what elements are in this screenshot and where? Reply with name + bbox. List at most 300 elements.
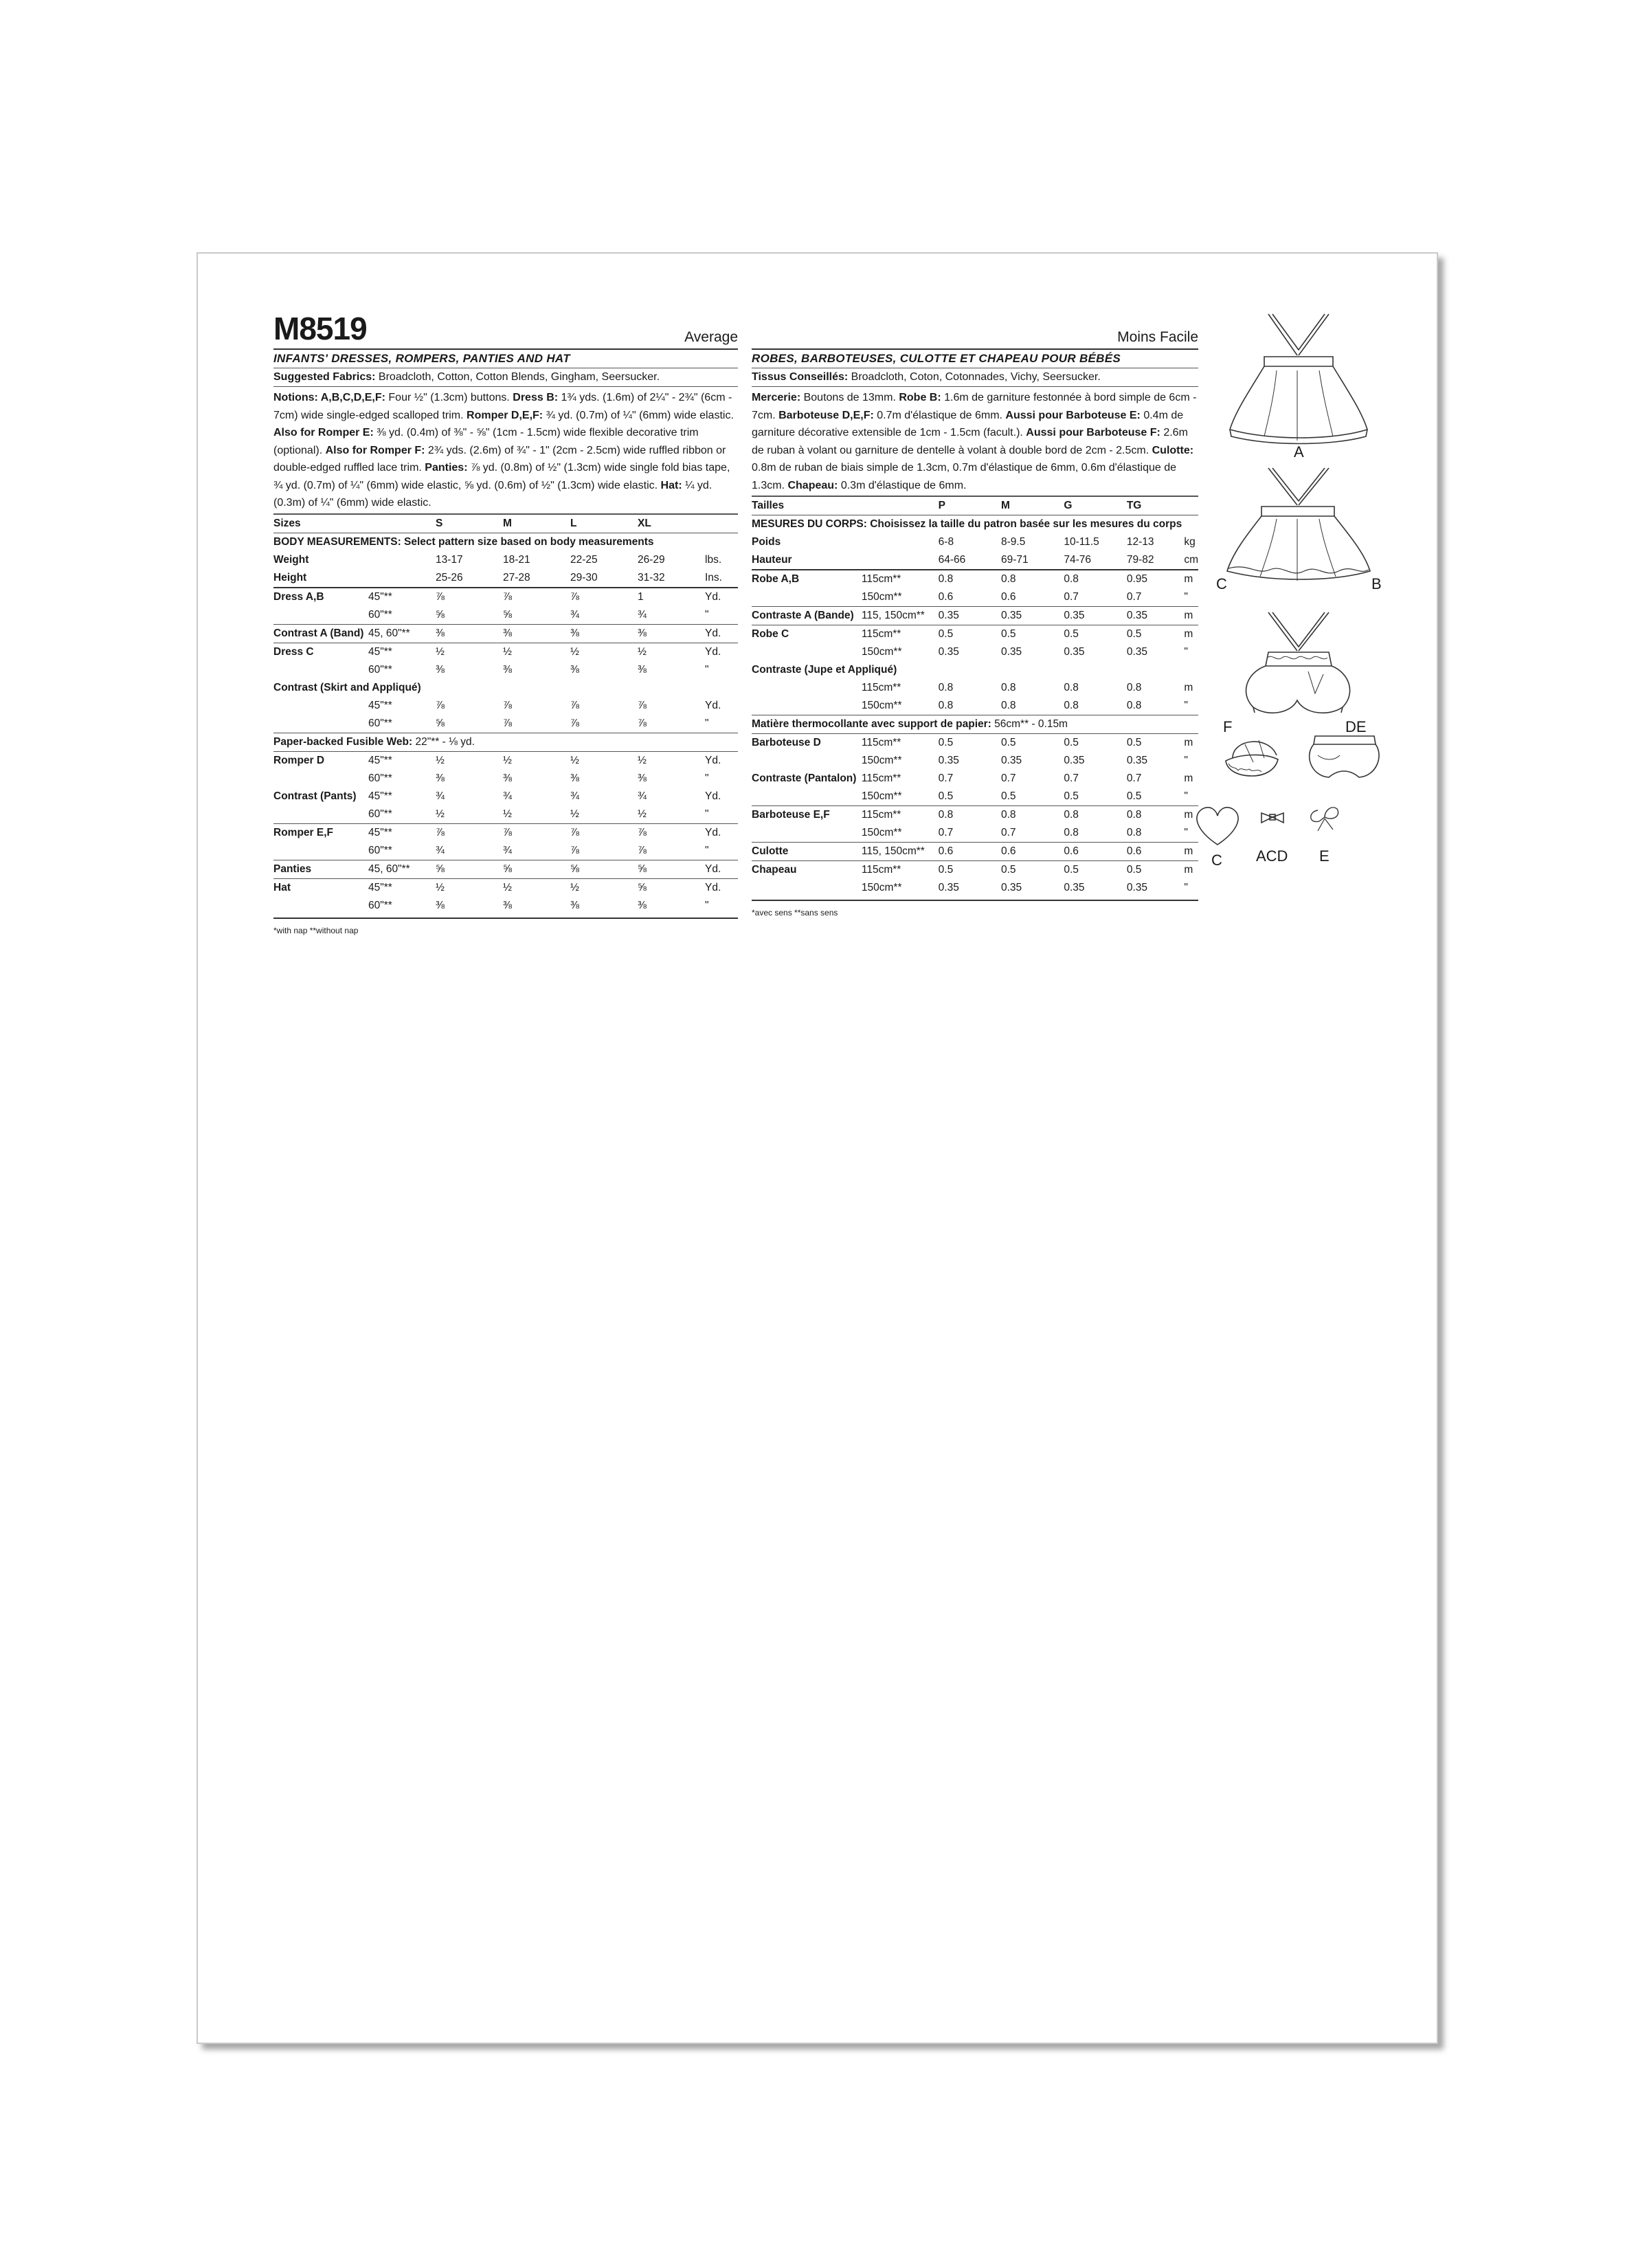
notion-text: 0.3m d'élastique de 6mm. bbox=[838, 479, 967, 491]
size-value: 74-76 bbox=[1064, 554, 1091, 566]
size-value: ½ bbox=[436, 808, 445, 820]
size-value: ⅞ bbox=[503, 717, 512, 729]
fabric-width: 60"** bbox=[368, 608, 392, 621]
notion-heading: Barboteuse D,E,F: bbox=[778, 409, 874, 421]
section-label: MESURES DU CORPS: Choisissez la taille du patron basée sur les mesures du corps bbox=[752, 518, 1182, 530]
unit: Yd. bbox=[705, 878, 738, 897]
notions bbox=[273, 387, 738, 514]
row-label: Sizes bbox=[273, 514, 368, 533]
fabric-width: 115cm** bbox=[861, 772, 901, 784]
row-label: Robe C bbox=[752, 625, 862, 644]
notion-heading: Hat: bbox=[660, 479, 682, 491]
table-section-heading bbox=[752, 515, 1198, 534]
size-value: 0.5 bbox=[1127, 861, 1185, 880]
size-value: 0.8 bbox=[939, 570, 1001, 588]
size-value: 29-30 bbox=[570, 571, 598, 583]
row-label: Contraste (Pantalon) bbox=[752, 772, 857, 784]
size-value: 0.6 bbox=[1064, 843, 1126, 861]
section-extra: 56cm** - 0.15m bbox=[991, 718, 1068, 730]
section-label: BODY MEASUREMENTS: Select pattern size based on body measurements bbox=[273, 535, 654, 548]
size-value: ⅞ bbox=[436, 823, 503, 842]
size-value: ¾ bbox=[436, 844, 445, 856]
unit: " bbox=[705, 899, 709, 911]
fabric-width: 45"** bbox=[368, 643, 436, 661]
table-row bbox=[273, 697, 738, 715]
notion-text: Boutons de 13mm. bbox=[800, 392, 899, 403]
table-row bbox=[752, 697, 1198, 715]
row-label: Contraste A (Bande) bbox=[752, 607, 862, 625]
size-value: ⅞ bbox=[503, 823, 570, 842]
fabric-width: 150cm** bbox=[861, 646, 902, 658]
size-value: 0.6 bbox=[939, 843, 1001, 861]
notion-heading: Mercerie: bbox=[752, 392, 801, 403]
size-value: 0.35 bbox=[938, 646, 959, 658]
notion-text: Four ½" (1.3cm) buttons. bbox=[385, 392, 513, 403]
row-label bbox=[273, 661, 368, 679]
size-value: ⅝ bbox=[638, 860, 705, 878]
table-section-heading bbox=[273, 733, 738, 751]
size-value: 0.8 bbox=[1001, 570, 1064, 588]
row-label bbox=[752, 788, 862, 806]
size-value: ½ bbox=[436, 878, 503, 897]
size-value: 0.35 bbox=[1126, 882, 1147, 893]
table-row bbox=[752, 588, 1198, 607]
size-value: 0.35 bbox=[1064, 755, 1085, 766]
size-value: ⅜ bbox=[503, 899, 512, 911]
accessory-line-art bbox=[1187, 728, 1421, 869]
hat-sketch bbox=[1226, 740, 1278, 776]
size-value: 0.8 bbox=[938, 700, 954, 711]
accessory-label-e: E bbox=[1319, 847, 1330, 865]
size-value: 0.35 bbox=[938, 755, 959, 766]
size-value: 0.8 bbox=[1064, 570, 1126, 588]
unit: Yd. bbox=[705, 588, 738, 606]
size-value: 0.35 bbox=[1064, 607, 1126, 625]
yardage-table bbox=[273, 514, 738, 915]
row-label bbox=[273, 770, 368, 788]
size-value: ¾ bbox=[570, 790, 579, 802]
size-value: 0.8 bbox=[1126, 682, 1142, 693]
section-label: Matière thermocollante avec support de papier: bbox=[752, 718, 991, 730]
size-value: ¾ bbox=[638, 790, 647, 802]
row-label: Chapeau bbox=[752, 861, 862, 880]
fabric-width: 150cm** bbox=[861, 700, 902, 711]
table-row bbox=[273, 733, 738, 751]
unit: m bbox=[1184, 607, 1198, 625]
size-value: 0.7 bbox=[1126, 772, 1142, 784]
table-row bbox=[752, 679, 1198, 697]
row-label: Romper E,F bbox=[273, 823, 368, 842]
fabric-width bbox=[862, 533, 939, 551]
table-row bbox=[752, 879, 1198, 897]
table-row bbox=[273, 569, 738, 588]
table-row bbox=[273, 788, 738, 805]
size-value: 0.8 bbox=[1126, 700, 1142, 711]
size-value: ⅜ bbox=[570, 772, 579, 784]
fabric-width: 60"** bbox=[368, 899, 392, 911]
size-value: ⅞ bbox=[638, 823, 705, 842]
dress-bc-sketch bbox=[1227, 468, 1370, 581]
size-value: 0.35 bbox=[938, 882, 959, 893]
size-value: 0.8 bbox=[1001, 806, 1064, 825]
table-section-heading bbox=[752, 661, 1198, 679]
row-label: Contrast (Pants) bbox=[273, 790, 357, 802]
size-value: L bbox=[570, 514, 638, 533]
notion-heading: Also for Romper E: bbox=[273, 427, 374, 438]
row-label bbox=[752, 879, 862, 897]
notion-text: ⅜ yd. (0.4m) of ⅜" - ⅝" (1cm - 1.5cm) wide flexible decorative trim (optional). bbox=[273, 427, 699, 456]
row-label bbox=[752, 679, 862, 697]
notion-text: ¼ yd. (0.3m) of ¼" (6mm) wide elastic. bbox=[273, 479, 713, 509]
section-label: Contrast (Skirt and Appliqué) bbox=[273, 681, 421, 693]
table-row bbox=[273, 715, 738, 733]
accessory-sketches bbox=[1187, 728, 1421, 865]
unit: m bbox=[1184, 734, 1198, 753]
row-label bbox=[752, 588, 862, 607]
footnote-fr: *avec sens **sans sens bbox=[752, 900, 1198, 918]
size-value: ⅞ bbox=[638, 844, 647, 856]
size-value: ½ bbox=[570, 643, 638, 661]
size-value: 0.95 bbox=[1127, 570, 1185, 588]
table-row bbox=[273, 643, 738, 661]
section-label: Contraste (Jupe et Appliqué) bbox=[752, 664, 897, 676]
unit: " bbox=[705, 808, 709, 820]
notion-text: 1.6m de garniture festonnée à bord simple de 6cm - 7cm. bbox=[752, 392, 1197, 421]
size-value: 0.8 bbox=[1064, 806, 1126, 825]
size-value: S bbox=[436, 514, 503, 533]
notion-text: 0.4m de garniture décorative extensible de 1cm - 1.5cm (facult.). bbox=[752, 409, 1184, 438]
notion-heading: Dress B: bbox=[513, 392, 559, 403]
fabric-width: 60"** bbox=[368, 717, 392, 729]
fabric-width: 115cm** bbox=[862, 734, 939, 753]
notion-heading: Panties: bbox=[425, 462, 468, 474]
unit: " bbox=[1184, 700, 1188, 711]
size-value: 0.6 bbox=[1001, 843, 1064, 861]
size-value: 0.5 bbox=[939, 625, 1001, 644]
garment-sketches bbox=[1187, 309, 1421, 721]
fabrics-text-fr: Broadcloth, Coton, Cotonnades, Vichy, Seersucker. bbox=[848, 371, 1101, 383]
row-label: Dress A,B bbox=[273, 588, 368, 606]
row-label bbox=[752, 824, 862, 843]
size-value: 0.5 bbox=[1127, 734, 1185, 753]
size-value: 0.8 bbox=[939, 806, 1001, 825]
unit: " bbox=[1184, 646, 1188, 658]
table-row bbox=[273, 770, 738, 788]
size-value: 0.6 bbox=[938, 591, 954, 603]
unit: Yd. bbox=[705, 751, 738, 770]
size-value: ⅞ bbox=[638, 699, 647, 711]
notion-text: ⅞ yd. (0.8m) of ½" (1.3cm) wide single fold bias tape, ¾ yd. (0.7m) of ¼" (6mm) wide elastic, ⅝ yd. (0.6m) of ½" (1.3cm) wide elastic. bbox=[273, 462, 730, 491]
notion-heading: Culotte: bbox=[1152, 444, 1194, 456]
fabric-width: 45"** bbox=[368, 790, 392, 802]
size-value: 0.6 bbox=[1127, 843, 1185, 861]
unit: Yd. bbox=[705, 699, 721, 711]
unit: " bbox=[705, 717, 709, 729]
size-value: ⅝ bbox=[436, 608, 445, 621]
size-value: ⅞ bbox=[503, 699, 512, 711]
pattern-number: M8519 bbox=[273, 311, 367, 346]
bow-e-sketch bbox=[1311, 808, 1338, 831]
dress-a-sketch bbox=[1230, 314, 1367, 444]
table-row bbox=[273, 842, 738, 860]
unit: m bbox=[1184, 772, 1193, 784]
pattern-title-fr: ROBES, BARBOTEUSES, CULOTTE ET CHAPEAU POUR BÉBÉS bbox=[752, 350, 1198, 368]
table-row bbox=[273, 860, 738, 878]
unit: " bbox=[1184, 882, 1188, 893]
row-label: Culotte bbox=[752, 843, 862, 861]
notion-text: 1¾ yds. (1.6m) of 2¼" - 2¾" (6cm - 7cm) wide single-edged scalloped trim. bbox=[273, 392, 732, 421]
notion-text: 2.6m de ruban à volant ou garniture de dentelle à volant à double bord de 2cm - 2.5cm. bbox=[752, 427, 1188, 456]
size-value: ⅞ bbox=[570, 588, 638, 606]
notion-text: 0.8m de ruban de biais simple de 1.3cm, 0.7m d'élastique de 6mm, 0.6m d'élastique de 1.3cm. bbox=[752, 462, 1177, 491]
size-value: 0.7 bbox=[1126, 591, 1142, 603]
size-value: ⅜ bbox=[436, 663, 445, 676]
unit: kg bbox=[1184, 536, 1196, 548]
size-value: M bbox=[1001, 497, 1064, 515]
size-value: 0.35 bbox=[1064, 882, 1085, 893]
size-value: ½ bbox=[570, 878, 638, 897]
unit: " bbox=[1184, 591, 1188, 603]
size-value: ⅜ bbox=[436, 899, 445, 911]
row-label: Romper D bbox=[273, 751, 368, 770]
table-row bbox=[752, 861, 1198, 880]
unit: m bbox=[1184, 625, 1198, 644]
size-value: ½ bbox=[570, 808, 579, 820]
row-label: Barboteuse D bbox=[752, 734, 862, 753]
row-label: Contrast A (Band) bbox=[273, 624, 368, 643]
fabrics-label-fr: Tissus Conseillés: bbox=[752, 371, 849, 383]
size-value: 25-26 bbox=[436, 571, 463, 583]
size-value: ⅝ bbox=[570, 860, 638, 878]
size-value: 0.35 bbox=[1127, 607, 1185, 625]
english-header bbox=[273, 311, 738, 350]
size-value: G bbox=[1064, 497, 1126, 515]
size-value: 12-13 bbox=[1126, 536, 1154, 548]
size-value: ⅞ bbox=[570, 699, 579, 711]
size-value: 0.7 bbox=[1064, 772, 1079, 784]
fabric-width: 150cm** bbox=[861, 755, 902, 766]
size-value: ⅞ bbox=[570, 823, 638, 842]
table-row bbox=[752, 515, 1198, 534]
row-label: Robe A,B bbox=[752, 570, 862, 588]
table-row bbox=[273, 588, 738, 606]
size-value: 64-66 bbox=[938, 554, 966, 566]
size-value: 0.6 bbox=[1001, 591, 1016, 603]
table-row bbox=[273, 823, 738, 842]
fabric-width: 115cm** bbox=[862, 861, 939, 880]
fabric-width: 45"** bbox=[368, 699, 392, 711]
row-label: Dress C bbox=[273, 643, 368, 661]
row-label bbox=[752, 752, 862, 770]
suggested-fabrics bbox=[273, 368, 738, 387]
size-value: ⅜ bbox=[503, 663, 512, 676]
notion-heading: Romper D,E,F: bbox=[467, 409, 543, 421]
size-value: ⅞ bbox=[638, 717, 647, 729]
size-value: 0.5 bbox=[1064, 861, 1126, 880]
size-value: 0.8 bbox=[1001, 682, 1016, 693]
notion-heading: Also for Romper F: bbox=[325, 444, 425, 456]
notion-heading: Aussi pour Barboteuse E: bbox=[1005, 409, 1141, 421]
row-label: Poids bbox=[752, 536, 781, 548]
row-label: Weight bbox=[273, 553, 309, 566]
fabric-width: 45"** bbox=[368, 588, 436, 606]
size-value: 0.5 bbox=[1127, 625, 1185, 644]
size-value: ⅝ bbox=[638, 878, 705, 897]
size-value: ½ bbox=[638, 751, 705, 770]
size-value: 0.35 bbox=[939, 607, 1001, 625]
row-label bbox=[752, 643, 862, 661]
size-value: ½ bbox=[503, 751, 570, 770]
size-value: ⅜ bbox=[570, 899, 579, 911]
size-value: ⅝ bbox=[503, 860, 570, 878]
view-label-f: F bbox=[1223, 718, 1233, 735]
fabric-width: 45"** bbox=[368, 751, 436, 770]
view-label-c: C bbox=[1216, 575, 1227, 592]
fabric-width: 60"** bbox=[368, 663, 392, 676]
size-value: 0.5 bbox=[939, 734, 1001, 753]
table-row bbox=[752, 661, 1198, 679]
size-value: 0.35 bbox=[1001, 755, 1022, 766]
pattern-sheet bbox=[197, 252, 1438, 2044]
row-label: Panties bbox=[273, 860, 368, 878]
size-value: ¾ bbox=[436, 790, 445, 802]
size-value: M bbox=[503, 514, 570, 533]
notion-text: ¾ yd. (0.7m) of ¼" (6mm) wide elastic. bbox=[543, 409, 734, 421]
size-value: ½ bbox=[638, 808, 647, 820]
row-label bbox=[273, 897, 368, 915]
table-row bbox=[273, 606, 738, 625]
table-row bbox=[273, 751, 738, 770]
unit: cm bbox=[1184, 554, 1198, 566]
fabric-width: 60"** bbox=[368, 844, 392, 856]
notion-heading: Chapeau: bbox=[787, 479, 838, 491]
size-value: ½ bbox=[638, 643, 705, 661]
fabric-width: 45"** bbox=[368, 823, 436, 842]
table-row bbox=[752, 752, 1198, 770]
size-value: 8-9.5 bbox=[1001, 536, 1026, 548]
size-value: 27-28 bbox=[503, 571, 530, 583]
row-label: Barboteuse E,F bbox=[752, 806, 862, 825]
unit: Yd. bbox=[705, 790, 721, 802]
size-value: 0.5 bbox=[1126, 790, 1142, 802]
unit: " bbox=[705, 663, 709, 676]
row-label bbox=[273, 697, 368, 715]
romper-sketch bbox=[1246, 612, 1350, 713]
notion-heading: Aussi pour Barboteuse F: bbox=[1026, 427, 1160, 438]
size-value: 0.35 bbox=[1126, 755, 1147, 766]
size-value: 31-32 bbox=[638, 571, 665, 583]
size-value: ⅞ bbox=[570, 717, 579, 729]
table-row bbox=[752, 533, 1198, 551]
size-value: ¾ bbox=[570, 608, 579, 621]
size-value: ⅞ bbox=[436, 588, 503, 606]
size-value: XL bbox=[638, 514, 705, 533]
yardage-table-fr bbox=[752, 496, 1198, 897]
garment-line-art bbox=[1187, 309, 1421, 735]
fabric-width: 115cm** bbox=[861, 682, 901, 693]
size-value: ¾ bbox=[503, 844, 512, 856]
size-value: 10-11.5 bbox=[1064, 536, 1099, 548]
table-row bbox=[273, 897, 738, 915]
notion-text: 0.7m d'élastique de 6mm. bbox=[873, 409, 1006, 421]
table-row bbox=[752, 715, 1198, 734]
size-value: ⅜ bbox=[570, 624, 638, 643]
size-value: 0.5 bbox=[1001, 734, 1064, 753]
table-section-heading bbox=[752, 715, 1198, 734]
table-row bbox=[273, 805, 738, 824]
size-value: 0.5 bbox=[1064, 734, 1126, 753]
view-label-b: B bbox=[1371, 575, 1382, 592]
unit: m bbox=[1184, 861, 1198, 880]
size-value: 0.7 bbox=[938, 772, 954, 784]
fabrics-text: Broadcloth, Cotton, Cotton Blends, Gingham, Seersucker. bbox=[375, 371, 660, 383]
size-value: ⅞ bbox=[436, 699, 445, 711]
row-label: Tailles bbox=[752, 497, 862, 515]
table-row bbox=[273, 661, 738, 679]
row-label bbox=[273, 606, 368, 625]
notion-heading: Robe B: bbox=[899, 392, 941, 403]
size-value: 13-17 bbox=[436, 553, 463, 566]
size-value: 0.5 bbox=[1001, 625, 1064, 644]
panties-sketch bbox=[1310, 736, 1379, 777]
size-value: ⅞ bbox=[503, 588, 570, 606]
table-row bbox=[752, 806, 1198, 825]
unit: Yd. bbox=[705, 624, 738, 643]
size-value: 0.7 bbox=[938, 827, 954, 838]
size-value: ⅝ bbox=[436, 717, 445, 729]
unit: m bbox=[1184, 682, 1193, 693]
size-value: 0.8 bbox=[1127, 806, 1185, 825]
size-value: ⅜ bbox=[638, 624, 705, 643]
unit: " bbox=[705, 772, 709, 784]
row-label: Hat bbox=[273, 878, 368, 897]
table-row bbox=[273, 624, 738, 643]
size-value: ⅜ bbox=[436, 772, 445, 784]
table-row bbox=[752, 734, 1198, 753]
unit: " bbox=[705, 608, 709, 621]
size-value: ⅜ bbox=[638, 772, 647, 784]
row-label: Height bbox=[273, 571, 307, 583]
difficulty-level: Average bbox=[684, 329, 738, 345]
table-row bbox=[273, 514, 738, 533]
size-value: 0.5 bbox=[1064, 625, 1126, 644]
english-column bbox=[273, 311, 738, 935]
size-value: ⅞ bbox=[570, 844, 579, 856]
view-label-a: A bbox=[1294, 443, 1304, 460]
notion-text: 2¾ yds. (2.6m) of ¾" - 1" (2cm - 2.5cm) wide ruffled ribbon or double-edged ruffled lace trim. bbox=[273, 444, 726, 474]
size-value: 0.8 bbox=[1064, 700, 1079, 711]
table-row bbox=[752, 788, 1198, 806]
size-value: ½ bbox=[503, 643, 570, 661]
fabric-width bbox=[368, 551, 436, 569]
table-row bbox=[752, 625, 1198, 644]
suggested-fabrics-fr bbox=[752, 368, 1198, 387]
fabric-width: 150cm** bbox=[861, 827, 902, 838]
fabric-width: 150cm** bbox=[861, 790, 902, 802]
table-row bbox=[752, 570, 1198, 588]
fabric-width: 115, 150cm** bbox=[862, 843, 939, 861]
view-label-de: DE bbox=[1345, 718, 1367, 735]
size-value: 0.5 bbox=[1001, 790, 1016, 802]
row-label bbox=[273, 715, 368, 733]
french-header bbox=[752, 317, 1198, 350]
table-row bbox=[752, 551, 1198, 570]
unit: lbs. bbox=[705, 553, 722, 566]
table-row bbox=[752, 824, 1198, 843]
size-value: ⅝ bbox=[503, 608, 512, 621]
fabric-width: 115cm** bbox=[862, 806, 939, 825]
unit: Yd. bbox=[705, 860, 738, 878]
